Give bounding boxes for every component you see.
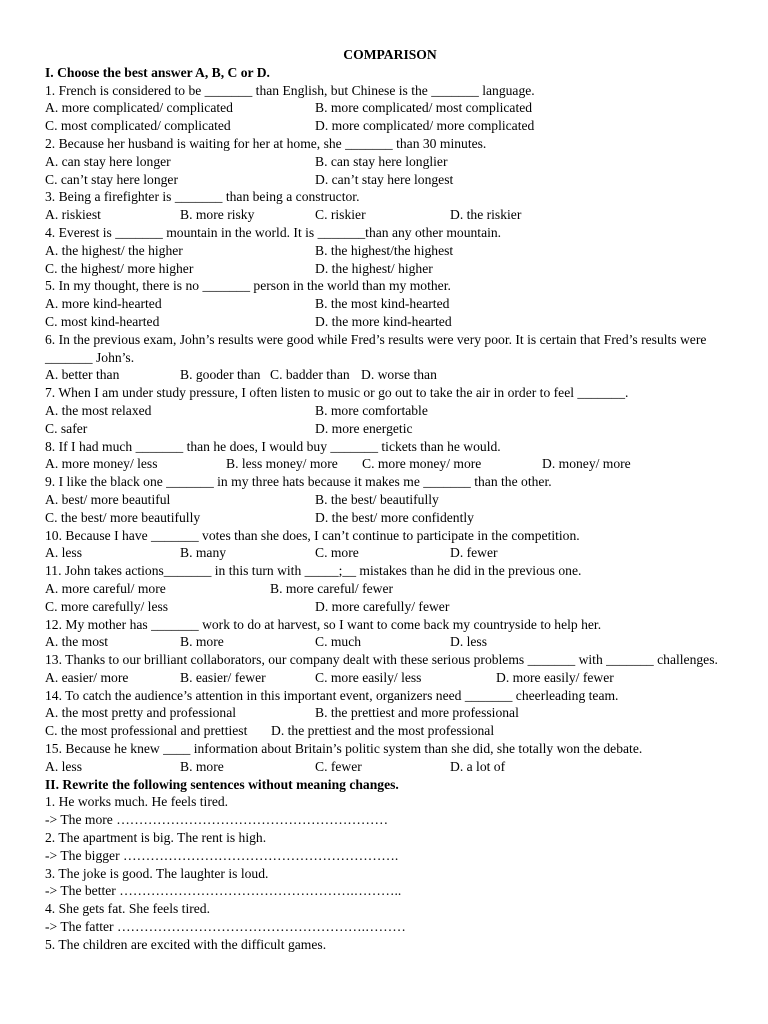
option-d: D. the more kind-hearted [315,313,452,329]
question-5-options [45,295,735,313]
option-b: B. more comfortable [315,402,428,418]
question-9-options [45,509,735,527]
question-15: 15. Because he knew ____ information about Britain’s politic system than she did, she totally won the debate. [45,741,643,757]
question-7-options [45,402,735,420]
question-13-options [45,669,735,687]
question-11-options [45,598,735,616]
option-a: A. the most [45,634,109,650]
option-b: B. less money/ more [226,456,338,472]
question-9-options [45,491,735,509]
option-b: B. easier/ fewer [180,669,266,685]
option-c: C. fewer [315,758,362,774]
question-4: 4. Everest is _______ mountain in the world. It is _______than any other mountain. [45,224,502,240]
option-b: B. the highest/the highest [315,242,454,258]
option-b: B. more risky [180,207,255,223]
question-2-options [45,171,735,189]
option-d: D. fewer [450,545,498,561]
option-d: D. money/ more [542,456,631,472]
option-a: A. more kind-hearted [45,296,162,312]
option-d: D. more energetic [315,420,413,436]
question-1-options [45,99,735,117]
question-15-options [45,758,735,776]
section-1-heading: I. Choose the best answer A, B, C or D. [45,64,270,80]
option-a: A. more money/ less [45,456,158,472]
option-b: B. gooder than [180,367,261,383]
option-d: D. the riskier [450,207,522,223]
question-13: 13. Thanks to our brilliant collaborators, our company dealt with these serious problems _______ with _______ challenges. [45,652,718,668]
option-b: B. more complicated/ most complicated [315,100,533,116]
option-d: D. can’t stay here longest [315,171,454,187]
question-10: 10. Because I have _______ votes than she does, I can’t continue to participate in the competition. [45,527,580,543]
option-c: C. more [315,545,359,561]
question-3-options [45,206,735,224]
option-c: C. more carefully/ less [45,598,169,614]
option-c: C. most complicated/ complicated [45,118,231,134]
option-a: A. easier/ more [45,669,129,685]
option-d: D. less [450,634,488,650]
rewrite-question: 5. The children are excited with the difficult games. [45,936,327,952]
option-a: A. the most relaxed [45,402,152,418]
question-5: 5. In my thought, there is no _______ person in the world than my mother. [45,278,451,294]
option-a: A. riskiest [45,207,101,223]
question-14: 14. To catch the audience’s attention in this important event, organizers need _______ cheerleading team. [45,687,619,703]
option-a: A. less [45,545,83,561]
question-4-options [45,260,735,278]
option-d: D. the best/ more confidently [315,509,474,525]
rewrite-answer-line: -> The more …………………………………………………… [45,812,389,828]
option-d: D. the highest/ higher [315,260,433,276]
question-12-options [45,633,735,651]
option-a: A. more careful/ more [45,580,166,596]
option-b: B. more careful/ fewer [270,580,394,596]
rewrite-question: 4. She gets fat. She feels tired. [45,901,210,917]
option-a: A. can stay here longer [45,153,171,169]
option-b: B. more [180,634,224,650]
option-c: C. the most professional and prettiest [45,723,248,739]
question-8-options [45,455,735,473]
option-c: C. the highest/ more higher [45,260,194,276]
option-b: B. the prettiest and more professional [315,705,519,721]
option-b: B. more [180,758,224,774]
question-5-options [45,313,735,331]
rewrite-answer-line: -> The bigger ……………………………………………………. [45,847,399,863]
rewrite-answer-line: -> The fatter ……………………………………………….……… [45,919,406,935]
option-a: A. more complicated/ complicated [45,100,233,116]
option-c: C. safer [45,420,88,436]
rewrite-question: 1. He works much. He feels tired. [45,794,229,810]
worksheet [45,46,735,954]
option-a: A. best/ more beautiful [45,491,171,507]
option-c: C. most kind-hearted [45,313,160,329]
question-12: 12. My mother has _______ work to do at harvest, so I want to come back my countryside to help her. [45,616,602,632]
rewrite-question: 2. The apartment is big. The rent is high. [45,830,267,846]
question-6-options [45,366,735,384]
option-a: A. less [45,758,83,774]
option-d: D. more easily/ fewer [496,669,614,685]
question-11: 11. John takes actions_______ in this turn with _____;__ mistakes than he did in the previous one. [45,563,582,579]
section-2-heading: II. Rewrite the following sentences without meaning changes. [45,776,399,792]
option-d: D. more carefully/ fewer [315,598,450,614]
question-11-options [45,580,735,598]
option-a: A. the most pretty and professional [45,705,237,721]
question-7-options [45,420,735,438]
option-b: B. the most kind-hearted [315,296,450,312]
question-3: 3. Being a firefighter is _______ than being a constructor. [45,189,360,205]
option-c: C. the best/ more beautifully [45,509,201,525]
option-c: C. more money/ more [362,456,482,472]
rewrite-answer-line: -> The better …………………………………………….……….. [45,883,402,899]
option-d: D. a lot of [450,758,506,774]
option-b: B. the best/ beautifully [315,491,439,507]
question-2: 2. Because her husband is waiting for her at home, she _______ than 30 minutes. [45,135,487,151]
question-8: 8. If I had much _______ than he does, I would buy _______ tickets than he would. [45,438,501,454]
option-d: D. worse than [361,367,437,383]
question-4-options [45,242,735,260]
option-a: A. the highest/ the higher [45,242,183,258]
question-14-options [45,704,735,722]
option-b: B. many [180,545,227,561]
rewrite-question: 3. The joke is good. The laughter is loud. [45,865,269,881]
question-1-options [45,117,735,135]
question-1: 1. French is considered to be _______ than English, but Chinese is the _______ language. [45,82,535,98]
question-14-options [45,722,735,740]
option-d: D. the prettiest and the most professional [271,723,495,739]
option-c: C. riskier [315,207,366,223]
option-c: C. badder than [270,367,350,383]
question-9: 9. I like the black one _______ in my three hats because it makes me _______ than the other. [45,474,552,490]
question-6: 6. In the previous exam, John’s results were good while Fred’s results were very poor. It is certain that Fred’s results were _______ John’s. [45,331,707,365]
option-a: A. better than [45,367,120,383]
option-c: C. more easily/ less [315,669,422,685]
option-b: B. can stay here longlier [315,153,448,169]
option-d: D. more complicated/ more complicated [315,118,535,134]
option-c: C. can’t stay here longer [45,171,178,187]
option-c: C. much [315,634,362,650]
page-title: COMPARISON [343,47,437,62]
question-2-options [45,153,735,171]
question-10-options [45,544,735,562]
question-7: 7. When I am under study pressure, I often listen to music or go out to take the air in order to feel _______. [45,385,629,401]
